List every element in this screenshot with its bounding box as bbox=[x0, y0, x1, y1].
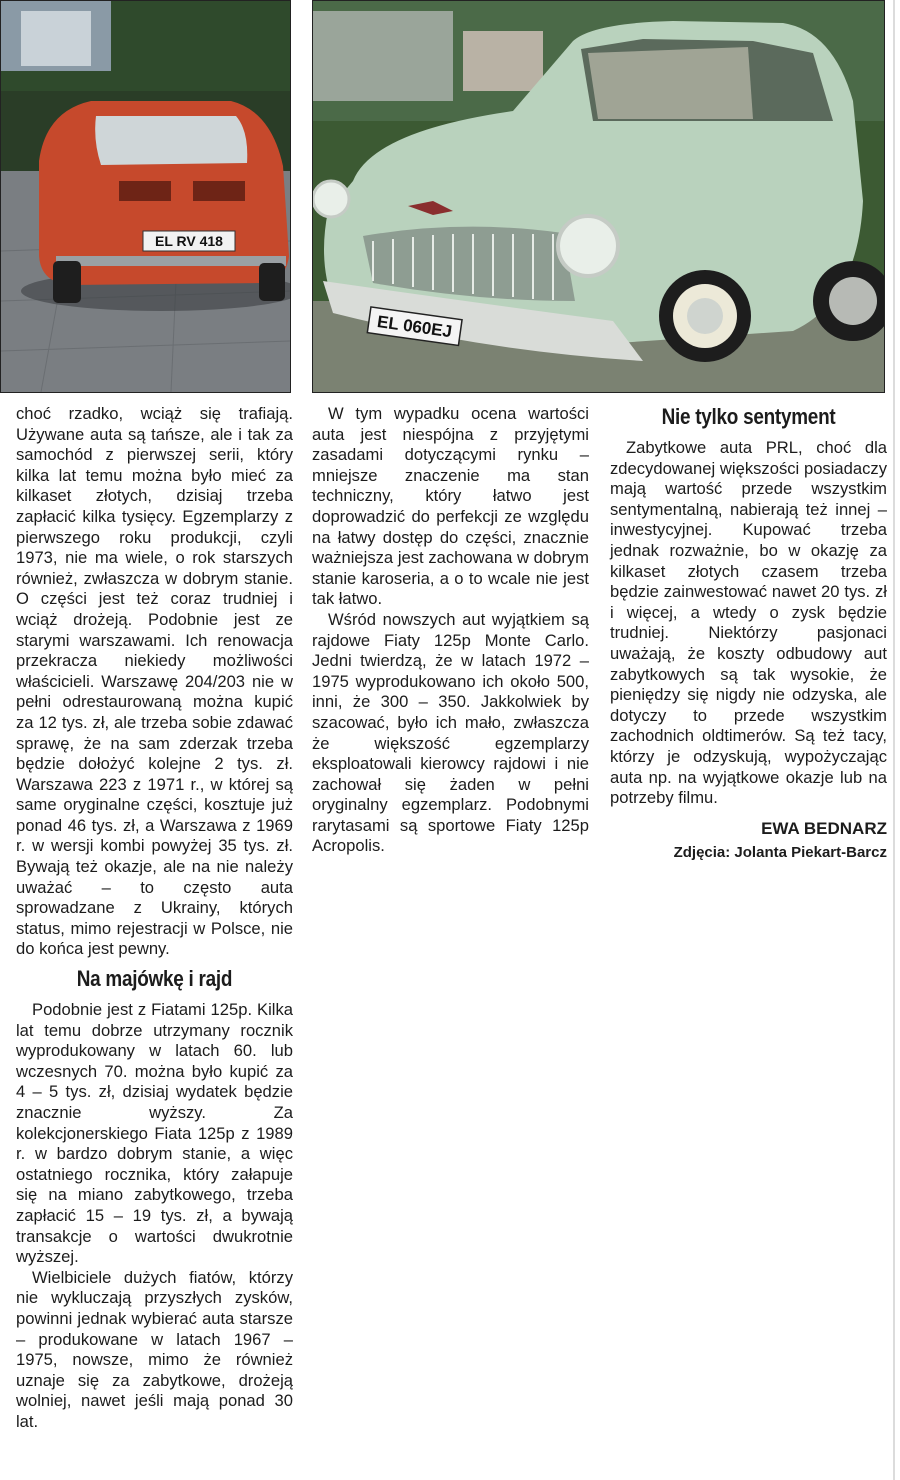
page-edge bbox=[893, 0, 895, 1480]
col2-paragraph-1: W tym wypadku ocena wartości auta jest niespójna z przyjętymi zasadami dotyczącymi rynku – mniejsze znaczenie ma stan techniczny, który łatwo jest doprowadzić do perfekcji ze względu na łatwy dostęp do części, znacznie ważniejsza jest zachowana w dobrym stanie karoseria, a o to wcale nie jest tak łatwo. bbox=[312, 404, 589, 609]
article-column-3 bbox=[610, 404, 887, 864]
article-column-1 bbox=[16, 404, 293, 1433]
col1-paragraph-2: Podobnie jest z Fiatami 125p. Kilka lat temu dobrze utrzymany rocznik wyprodukowany w latach 60. lub wczesnych 70. można było kupić za 4 – 5 tys. zł, dzisiaj wydatek będzie znacznie wyższy. Za kolekcjonerskiego Fiata 125p z 1989 r. w bardzo dobrym stanie, a więc ostatniego rocznika, który załapuje się na miano zabytkowego, trzeba zapłacić 15 – 19 tys. zł, a bywają transakcje o wartości dwukrotnie wyższej. bbox=[16, 1000, 293, 1267]
col2-paragraph-2: Wśród nowszych aut wyjątkiem są rajdowe Fiaty 125p Monte Carlo. Jedni twierdzą, że w latach 1972 – 1975 wyprodukowano ich około 500, inni, że 300 – 350. Jakkolwiek by szacować, było ich mało, zwłaszcza że większość egzemplarzy eksploatowali kierowcy rajdowi i nie zachował się żaden w pełni oryginalny egzemplarz. Podobnymi rarytasami są sportowe Fiaty 125p Acropolis. bbox=[312, 609, 589, 856]
volga-illustration bbox=[313, 1, 884, 392]
article-column-2 bbox=[312, 404, 589, 857]
plate-left: EL RV 418 bbox=[155, 233, 223, 249]
fiat-126p-illustration bbox=[1, 1, 290, 392]
col1-paragraph-3: Wielbiciele dużych fiatów, którzy nie wykluczają przyszłych zysków, powinni jednak wybierać auta starsze – produkowane w latach 1967 – 1975, nowsze, mimo że również uznaje się za zabytkowe, drożeją wolniej, nawet jeśli mają ponad 30 lat. bbox=[16, 1267, 293, 1431]
subheading-na-majowke: Na majówkę i rajd bbox=[76, 966, 233, 992]
plate-right: EL 060EJ bbox=[376, 312, 454, 342]
photo-fiat-126p bbox=[0, 0, 291, 393]
subheading-nie-tylko-sentyment: Nie tylko sentyment bbox=[661, 404, 836, 429]
photo-volga bbox=[312, 0, 885, 393]
photo-credit: Zdjęcia: Jolanta Piekart-Barcz bbox=[673, 844, 887, 862]
col1-paragraph-1: choć rzadko, wciąż się trafiają. Używane auta są tańsze, ale i tak za samochód z pierwszej serii, który kilka lat temu można było mieć za kilkaset złotych, dzisiaj trzeba zapłacić kilka tysięcy. Egzemplarzy z pierwszego roku produkcji, czyli 1973, nie ma wiele, o rok starszych również, zwłaszcza w dobrym stanie. O części jest też coraz trudniej i wciąż drożeją. Podobnie jest ze starymi warszawami. Ich renowacja przekracza niekiedy możliwości właścicieli. Warszawę 204/203 nie w pełni odrestaurowaną można kupić za 12 tys. zł, ale trzeba sobie zdawać sprawę, że na sam zderzak trzeba będzie dołożyć kolejne 2 tys. zł. Warszawa 223 z 1971 r., w której są same oryginalne części, kosztuje już ponad 46 tys. zł, a Warszawa z 1969 r. w wersji kombi powyżej 35 tys. zł. Bywają też okazje, ale na nie należy uważać – to często auta sprowadzane z Ukrainy, których status, mimo rejestracji w Polsce, nie do końca jest pewny. bbox=[16, 404, 293, 959]
col3-paragraph-1: Zabytkowe auta PRL, choć dla zdecydowanej większości posiadaczy mają wartość przede wszystkim sentymentalną, nabierają też innej – inwestycyjnej. Kupować trzeba jednak rozważnie, bo w okazję za kilkaset złotych czasem trzeba będzie zainwestować nawet 20 tys. zł i więcej, a wtedy o zysk będzie trudniej. Niektórzy pasjonaci uważają, że koszty odbudowy aut zabytkowych są tak wysokie, że pieniędzy się nigdy nie odzyska, ale dotyczy to przede wszystkim zachodnich oldtimerów. Są też tacy, którzy je odzyskują, wypożyczając auta np. na wyjątkowe okazje lub na potrzeby filmu. bbox=[610, 438, 887, 808]
author-byline: EWA BEDNARZ bbox=[761, 818, 887, 838]
